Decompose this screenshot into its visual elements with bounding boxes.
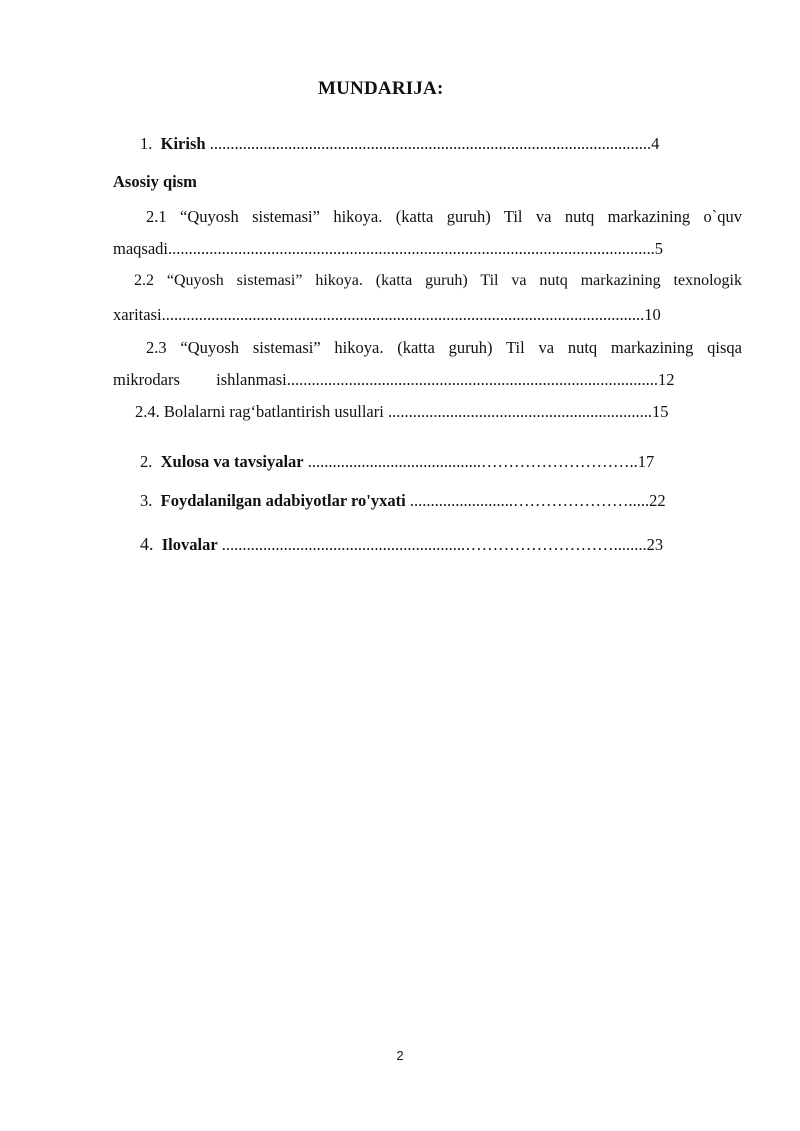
toc-leader: ...........................................................………………………........ bbox=[217, 535, 647, 554]
toc-leader: .......................................................................................... bbox=[286, 370, 658, 389]
toc-entry-2-1-line2 bbox=[113, 239, 663, 259]
toc-page: 22 bbox=[649, 491, 666, 510]
toc-page: 23 bbox=[646, 535, 664, 554]
toc-label: Bolalarni rag‘batlantirish usullari bbox=[163, 402, 384, 421]
toc-page: 15 bbox=[651, 402, 669, 421]
toc-label: Foydalanilgan adabiyotlar ro'yxati bbox=[160, 491, 406, 510]
toc-leader: ..................................................................................................................... bbox=[161, 305, 645, 324]
toc-entry-2-2-line2 bbox=[113, 305, 661, 325]
page-title: MUNDARIJA: bbox=[318, 78, 444, 99]
toc-entry-foydalanilgan bbox=[140, 491, 666, 511]
toc-leader: ................................................................ bbox=[383, 402, 652, 421]
toc-entry-ilovalar bbox=[140, 534, 663, 555]
toc-entry-2-4 bbox=[135, 402, 668, 422]
toc-label-b: ishlanmasi bbox=[216, 370, 287, 389]
page-number: 2 bbox=[396, 1048, 404, 1063]
toc-label: Kirish bbox=[160, 134, 206, 153]
toc-label-a: mikrodars bbox=[113, 370, 180, 389]
toc-page: .17 bbox=[633, 452, 655, 471]
toc-entry-2-3-line1: 2.3 “Quyosh sistemasi” hikoya. (katta guruh) Til va nutq markazining qisqa bbox=[146, 338, 742, 357]
toc-number: 1. bbox=[140, 134, 153, 153]
toc-label: Ilovalar bbox=[161, 535, 218, 554]
toc-number: 2. bbox=[140, 452, 153, 471]
toc-entry-2-1-line1: 2.1 “Quyosh sistemasi” hikoya. (katta guruh) Til va nutq markazining o`quv bbox=[146, 207, 742, 226]
toc-entry-kirish bbox=[140, 134, 659, 154]
toc-entry-2-2-line1: 2.2 “Quyosh sistemasi” hikoya. (katta guruh) Til va nutq markazining texnologik bbox=[134, 272, 742, 289]
toc-number: 2.4. bbox=[135, 402, 160, 421]
toc-entry-xulosa bbox=[140, 452, 654, 472]
toc-label: xaritasi bbox=[113, 305, 162, 324]
toc-page: 5 bbox=[654, 239, 663, 258]
toc-number: 4. bbox=[140, 534, 154, 554]
toc-page: 4 bbox=[651, 134, 660, 153]
section-heading-asosiy: Asosiy qism bbox=[113, 172, 197, 191]
toc-leader: ...................................................................................................................... bbox=[168, 239, 655, 258]
toc-leader: ........................................................................................................... bbox=[205, 134, 652, 153]
toc-label: Xulosa va tavsiyalar bbox=[160, 452, 304, 471]
toc-page: 10 bbox=[644, 305, 661, 324]
toc-entry-2-3-line2 bbox=[113, 370, 674, 390]
toc-page: 12 bbox=[657, 370, 675, 389]
toc-label: maqsadi bbox=[113, 239, 168, 258]
toc-leader: .........................…………………..... bbox=[405, 491, 650, 510]
toc-number: 3. bbox=[140, 491, 153, 510]
toc-leader: ..........................................………………………. bbox=[303, 452, 634, 471]
